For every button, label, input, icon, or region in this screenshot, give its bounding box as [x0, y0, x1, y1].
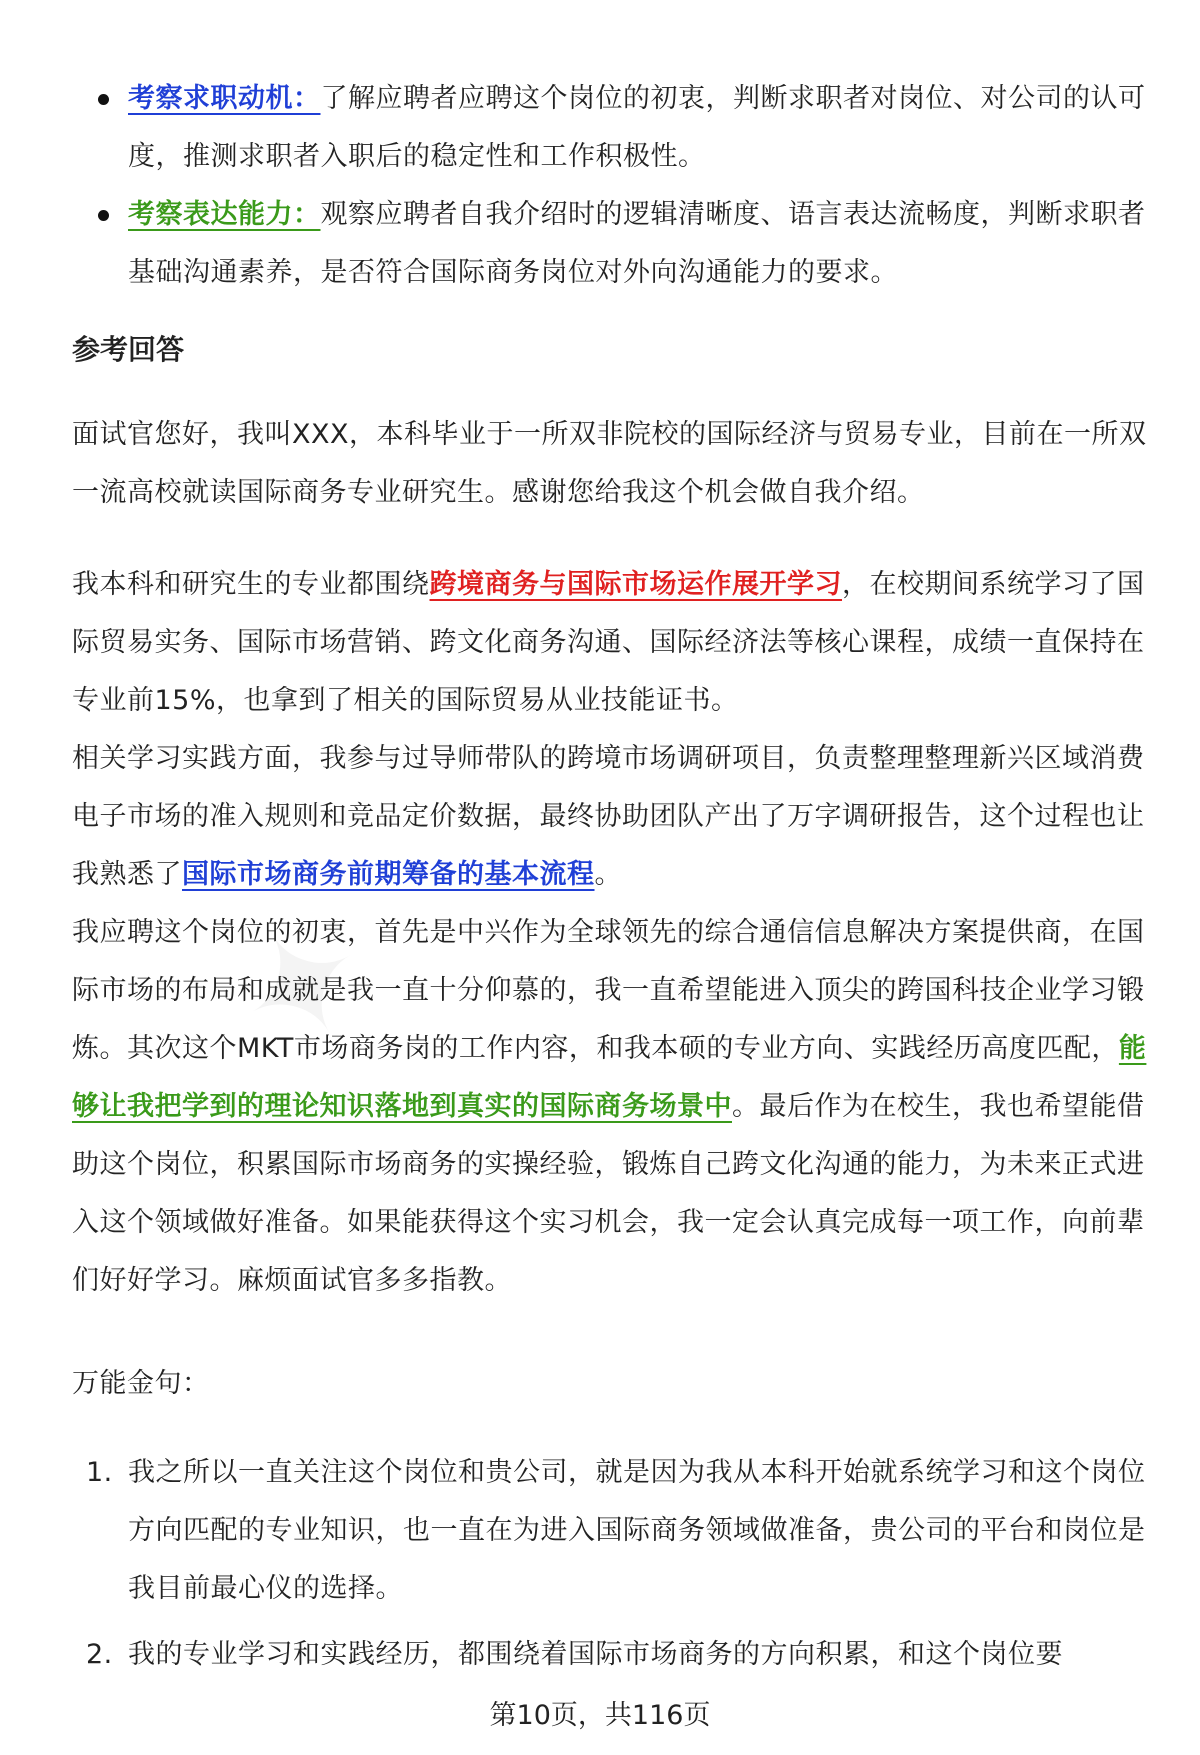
body-text: 。最后作为在校生，我也希望能借助这个岗位，积累国际市场商务的实操经验，锻炼自己跨文化沟通的能力，为未来正式进入这个领域做好准备。如果能获得这个实习机会，我一定会认真完成每一项工作，向前辈们好好学习。麻烦面试官多多指教。: [72, 1091, 1145, 1296]
body-text: 相关学习实践方面，我参与过导师带队的跨境市场调研项目，负责整理整理新兴区域消费电子市场的准入规则和竞品定价数据，最终协助团队产出了万字调研报告，这个过程也让我熟悉了: [72, 743, 1145, 890]
highlight-blue: 国际市场商务前期筹备的基本流程: [182, 859, 595, 890]
golden-sentences-label: 万能金句：: [72, 1368, 210, 1399]
list-item-text: 我的专业学习和实践经历，都围绕着国际市场商务的方向积累，和这个岗位要: [128, 1639, 1063, 1670]
list-number: 2.: [86, 1639, 113, 1670]
bullet-text-motivation: 了解应聘者应聘这个岗位的初衷，判断求职者对岗位、对公司的认可度，推测求职者入职后的稳定性和工作积极性。: [128, 83, 1146, 172]
body-text: ，在校期间系统学习了国际贸易实务、国际市场营销、跨文化商务沟通、国际经济法等核心课程，成绩一直保持在专业前15%，也拿到了相关的国际贸易从业技能证书。: [72, 569, 1145, 716]
section-heading: 参考回答: [72, 333, 185, 366]
body-paragraph: [72, 556, 1152, 1310]
page-number-footer: 第10页，共116页: [489, 1700, 711, 1731]
list-number: 1.: [86, 1457, 113, 1488]
bullet-dot-icon: [98, 94, 109, 105]
list-item-text: 我之所以一直关注这个岗位和贵公司，就是因为我从本科开始就系统学习和这个岗位方向匹配的专业知识，也一直在为进入国际商务领域做准备，贵公司的平台和岗位是我目前最心仪的选择。: [128, 1457, 1146, 1604]
golden-sentences-list: [72, 1444, 1152, 1692]
bullet-list: [72, 70, 1152, 302]
bullet-text-expression: 观察应聘者自我介绍时的逻辑清晰度、语言表达流畅度，判断求职者基础沟通素养，是否符合国际商务岗位对外向沟通能力的要求。: [128, 199, 1146, 288]
list-item: [72, 186, 1152, 302]
body-text: 我应聘这个岗位的初衷，首先是中兴作为全球领先的综合通信信息解决方案提供商，在国际市场的布局和成就是我一直十分仰慕的，我一直希望能进入顶尖的跨国科技企业学习锻炼。其次这个MKT市场商务岗的工作内容，和我本硕的专业方向、实践经历高度匹配，: [72, 917, 1145, 1064]
intro-paragraph: 面试官您好，我叫XXX，本科毕业于一所双非院校的国际经济与贸易专业，目前在一所双一流高校就读国际商务专业研究生。感谢您给我这个机会做自我介绍。: [72, 419, 1147, 508]
list-item: [72, 70, 1152, 186]
list-item: [72, 1626, 1152, 1684]
highlight-red: 跨境商务与国际市场运作展开学习: [429, 569, 842, 600]
highlight-green: 能够让我把学到的理论知识落地到真实的国际商务场景中: [72, 1033, 1147, 1122]
bullet-label-expression: 考察表达能力：: [128, 199, 321, 230]
body-text: 。: [594, 859, 622, 890]
list-item: [72, 1444, 1152, 1618]
body-text: 我本科和研究生的专业都围绕: [72, 569, 430, 600]
bullet-dot-icon: [98, 210, 109, 221]
bullet-label-motivation: 考察求职动机：: [128, 83, 321, 114]
